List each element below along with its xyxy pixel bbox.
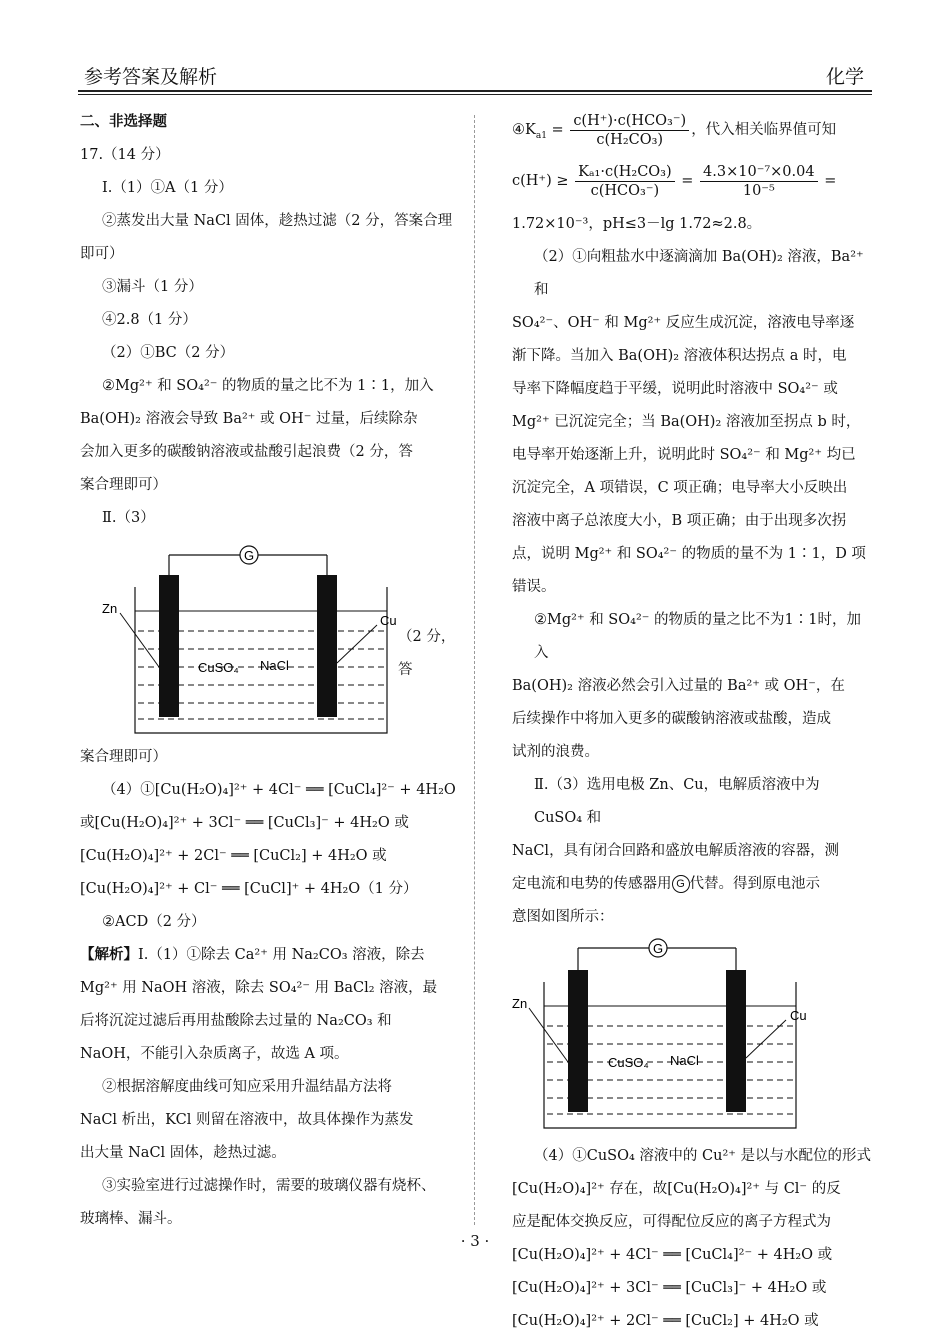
galvanometer-icon: G [672, 875, 690, 893]
analysis-line: [Cu(H₂O)₄]²⁺ + 3Cl⁻ ══ [CuCl₃]⁻ + 4H₂O 或 [512, 1280, 827, 1296]
answer-line: [Cu(H₂O)₄]²⁺ + 2Cl⁻ ══ [CuCl₂] + 4H₂O 或 [80, 848, 387, 864]
answer-line: ④2.8（1 分） [102, 312, 197, 328]
equation-ka1 [512, 106, 872, 154]
galvanic-cell-figure-2 [512, 934, 872, 1140]
analysis-line: 玻璃棒、漏斗。 [80, 1211, 182, 1227]
answer-line: 或[Cu(H₂O)₄]²⁺ + 3Cl⁻ ══ [CuCl₃]⁻ + 4H₂O 或 [80, 815, 409, 831]
answer-line: Ⅱ.（3） [102, 510, 155, 526]
fraction-denominator: 10⁻⁵ [742, 182, 775, 199]
fraction [575, 163, 675, 200]
equation-ch [512, 154, 872, 208]
analysis-text: 定电流和电势的传感器用 [512, 876, 672, 892]
answer-line: 会加入更多的碳酸钠溶液或盐酸引起浪费（2 分，答 [80, 444, 413, 460]
analysis-line: （4）①CuSO₄ 溶液中的 Cu²⁺ 是以与水配位的形式 [534, 1148, 872, 1164]
analysis-line: 溶液中离子总浓度大小，B 项正确；由于出现多次拐 [512, 513, 847, 529]
analysis-line: [Cu(H₂O)₄]²⁺ + 4Cl⁻ ══ [CuCl₄]²⁻ + 4H₂O 或 [512, 1247, 833, 1263]
fraction-numerator: Kₐ₁·c(H₂CO₃) [575, 163, 675, 182]
cu-electrode [317, 575, 337, 717]
analysis-line: Ⅰ.（1）①除去 Ca²⁺ 用 Na₂CO₃ 溶液，除去 [138, 947, 425, 963]
analysis-line: 电导率开始逐渐上升，说明此时 SO₄²⁻ 和 Mg²⁺ 均已 [512, 447, 856, 463]
analysis-line: Ⅱ.（3）选用电极 Zn、Cu，电解质溶液中为 CuSO₄ 和 [534, 777, 820, 826]
header-rule [78, 90, 872, 92]
answer-line: Ⅰ.（1）①A（1 分） [102, 180, 233, 196]
analysis-line: [Cu(H₂O)₄]²⁺ + 2Cl⁻ ══ [CuCl₂] + 4H₂O 或 [512, 1313, 819, 1329]
section-title: 二、非选择题 [80, 114, 167, 130]
cuso4-label: CuSO₄ [198, 660, 239, 675]
right-column [512, 106, 872, 1338]
fraction-numerator: 4.3×10⁻⁷×0.04 [700, 163, 818, 182]
cu-electrode [726, 970, 746, 1112]
page-header [78, 52, 872, 92]
analysis-line: 意图如图所示： [512, 909, 614, 925]
analysis-line: 出大量 NaCl 固体，趁热过滤。 [80, 1145, 286, 1161]
answer-line: 案合理即可） [80, 477, 167, 493]
analysis-line: ②Mg²⁺ 和 SO₄²⁻ 的物质的量之比不为1∶1时，加入 [534, 612, 861, 661]
analysis-line: （2）①向粗盐水中逐滴滴加 Ba(OH)₂ 溶液，Ba²⁺ 和 [534, 249, 864, 298]
answer-line: 案合理即可） [80, 749, 167, 765]
galvanic-cell-diagram-2 [512, 934, 872, 1140]
analysis-line: NaCl，具有闭合回路和盛放电解质溶液的容器，测 [512, 843, 840, 859]
galvanometer-label: G [243, 548, 255, 563]
cuso4-label: CuSO₄ [608, 1055, 649, 1070]
analysis-line: ②根据溶解度曲线可知应采用升温结晶方法将 [102, 1079, 392, 1095]
analysis-line: 渐下降。当加入 Ba(OH)₂ 溶液体积达拐点 a 时，电 [512, 348, 847, 364]
question-number: 17.（14 分） [80, 147, 170, 163]
galvanic-cell-figure [80, 535, 464, 741]
analysis-line: NaCl 析出，KCl 则留在溶液中，故具体操作为蒸发 [80, 1112, 414, 1128]
score-note: （2 分，答 [398, 629, 456, 678]
answer-line: （2）①BC（2 分） [102, 345, 235, 361]
answer-line: [Cu(H₂O)₄]²⁺ + Cl⁻ ══ [CuCl]⁺ + 4H₂O（1 分） [80, 881, 418, 897]
nacl-label: NaCl [670, 1053, 699, 1068]
analysis-text: 代替。得到原电池示 [689, 876, 820, 892]
analysis-line: 后续操作中将加入更多的碳酸钠溶液或盐酸，造成 [512, 711, 831, 727]
left-column [80, 106, 464, 1236]
answer-line: ③漏斗（1 分） [102, 279, 203, 295]
analysis-line: ③实验室进行过滤操作时，需要的玻璃仪器有烧杯、 [102, 1178, 436, 1194]
analysis-line: [Cu(H₂O)₄]²⁺ 存在，故[Cu(H₂O)₄]²⁺ 与 Cl⁻ 的反 [512, 1181, 841, 1197]
answer-line: （4）①[Cu(H₂O)₄]²⁺ + 4Cl⁻ ══ [CuCl₄]²⁻ + 4H₂O [102, 782, 456, 798]
fraction [700, 163, 818, 200]
analysis-line: 沉淀完全，A 项错误，C 项正确；电导率大小反映出 [512, 480, 848, 496]
fraction-numerator: c(H⁺)·c(HCO₃⁻) [570, 112, 689, 131]
eq-text: c(H⁺) ≥ [512, 173, 574, 189]
zn-electrode [159, 575, 179, 717]
analysis-line: 错误。 [512, 579, 556, 595]
eq-text: ，代入相关临界值可知 [691, 122, 837, 138]
analysis-line: 1.72×10⁻³，pH≤3－lg 1.72≈2.8。 [512, 216, 762, 232]
analysis-line: Mg²⁺ 已沉淀完全；当 Ba(OH)₂ 溶液加至拐点 b 时， [512, 414, 861, 430]
answer-line: ②蒸发出大量 NaCl 固体，趁热过滤（2 分，答案合理 [102, 213, 453, 229]
cu-label: Cu [380, 613, 397, 628]
analysis-line: 试剂的浪费。 [512, 744, 599, 760]
cu-label: Cu [790, 1008, 807, 1023]
analysis-line: Mg²⁺ 用 NaOH 溶液，除去 SO₄²⁻ 用 BaCl₂ 溶液，最 [80, 980, 438, 996]
fraction-denominator: c(HCO₃⁻) [590, 182, 660, 199]
analysis-label: 【解析】 [80, 947, 138, 963]
fraction [570, 112, 689, 149]
nacl-label: NaCl [260, 658, 289, 673]
analysis-line: 点，说明 Mg²⁺ 和 SO₄²⁻ 的物质的量不为 1∶1，D 项 [512, 546, 866, 562]
analysis-line: 导率下降幅度趋于平缓，说明此时溶液中 SO₄²⁻ 或 [512, 381, 838, 397]
zn-label: Zn [102, 601, 118, 616]
analysis-line: NaOH，不能引入杂质离子，故选 A 项。 [80, 1046, 349, 1062]
analysis-line: SO₄²⁻、OH⁻ 和 Mg²⁺ 反应生成沉淀，溶液电导率逐 [512, 315, 855, 331]
fraction-denominator: c(H₂CO₃) [596, 131, 664, 148]
analysis-line: 应是配体交换反应，可得配位反应的离子方程式为 [512, 1214, 831, 1230]
eq-text: = [819, 173, 837, 189]
analysis-line [512, 868, 872, 901]
answer-line: ②ACD（2 分） [102, 914, 206, 930]
eq-text: = [676, 173, 699, 189]
header-rule-thin [78, 94, 872, 95]
analysis-line: 后将沉淀过滤后再用盐酸除去过量的 Na₂CO₃ 和 [80, 1013, 392, 1029]
answer-line: 即可） [80, 246, 124, 262]
zn-label: Zn [512, 996, 528, 1011]
galvanometer-label: G [652, 941, 664, 956]
eq-text: = [546, 122, 569, 138]
column-divider [474, 115, 475, 1225]
page-number: · 3 · [460, 1232, 490, 1250]
header-title: 参考答案及解析 [84, 66, 218, 88]
zn-electrode [568, 970, 588, 1112]
eq-text: ④K [512, 122, 536, 138]
answer-line: ②Mg²⁺ 和 SO₄²⁻ 的物质的量之比不为 1∶1，加入 [102, 378, 434, 394]
header-subject: 化学 [825, 66, 864, 88]
answer-line: Ba(OH)₂ 溶液会导致 Ba²⁺ 或 OH⁻ 过量，后续除杂 [80, 411, 418, 427]
analysis-line: Ba(OH)₂ 溶液必然会引入过量的 Ba²⁺ 或 OH⁻，在 [512, 678, 845, 694]
eq-sub: a1 [535, 130, 547, 141]
